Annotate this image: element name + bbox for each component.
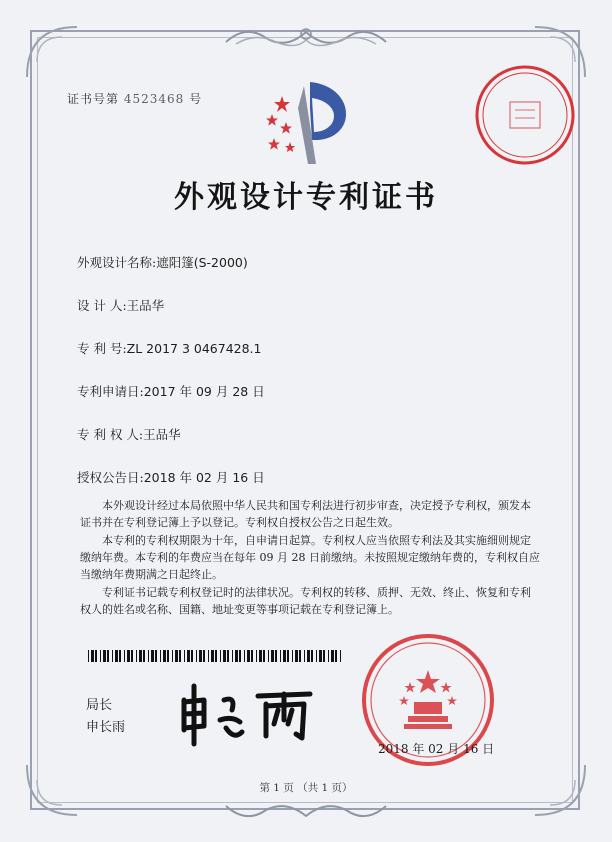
field-application-date-value: 2017 年 09 月 28 日 bbox=[143, 384, 265, 399]
field-application-date bbox=[77, 382, 265, 400]
field-designer-value: 王品华 bbox=[126, 298, 165, 313]
body-paragraph-term: 本专利的专利权期限为十年，自申请日起算。专利权人应当依照专利法及其实施细则规定缴纳年费。本专利的年费应当在每年 09 月 28 日前缴纳。未按照规定缴纳年费的，专利权自应当缴纳年费期满之日起终止。 bbox=[80, 534, 540, 581]
field-patent-number bbox=[77, 339, 261, 357]
field-design-name bbox=[77, 253, 248, 271]
field-grant-date bbox=[77, 468, 265, 486]
certificate-number bbox=[67, 90, 202, 107]
field-design-name-label: 外观设计名称: bbox=[77, 255, 157, 270]
body-paragraph-grant: 本外观设计经过本局依照中华人民共和国专利法进行初步审查，决定授予专利权，颁发本证书并在专利登记簿上予以登记。专利权自授权公告之日起生效。 bbox=[80, 499, 531, 529]
barcode bbox=[88, 650, 343, 662]
field-design-name-value: 遮阳篷(S-2000) bbox=[156, 255, 248, 270]
page-number: 第 1 页 （共 1 页） bbox=[259, 782, 353, 794]
field-grant-date-label: 授权公告日: bbox=[77, 470, 144, 485]
director-signature bbox=[170, 680, 330, 750]
field-patentee bbox=[77, 425, 181, 443]
field-patentee-label: 专 利 权 人: bbox=[77, 427, 144, 442]
field-grant-date-value: 2018 年 02 月 16 日 bbox=[143, 470, 265, 485]
top-ornament bbox=[216, 22, 396, 52]
certificate-title: 外观设计专利证书 bbox=[174, 180, 438, 215]
certificate-number-label: 证书号第 bbox=[67, 92, 120, 106]
printing-seal bbox=[470, 60, 580, 170]
certificate-number-value: 4523468 bbox=[123, 92, 185, 106]
field-patent-number-value: ZL 2017 3 0467428.1 bbox=[126, 341, 262, 356]
certificate-number-suffix: 号 bbox=[189, 92, 203, 106]
seal-date: 2018 年 02 月 16 日 bbox=[378, 742, 495, 756]
field-application-date-label: 专利申请日: bbox=[77, 384, 144, 399]
corner-ornament-top-left bbox=[22, 22, 82, 82]
field-patent-number-label: 专 利 号: bbox=[77, 341, 127, 356]
field-designer bbox=[77, 296, 164, 314]
director-name: 申长雨 bbox=[86, 720, 126, 735]
field-patentee-value: 王品华 bbox=[143, 427, 181, 442]
bottom-ornament bbox=[216, 800, 396, 826]
field-designer-label: 设 计 人: bbox=[77, 298, 127, 313]
director-title: 局长 bbox=[86, 698, 113, 713]
body-paragraph-legal-status: 专利证书记载专利权登记时的法律状况。专利权的转移、质押、无效、终止、恢复和专利权人的姓名或名称、国籍、地址变更等事项记载在专利登记簿上。 bbox=[80, 586, 531, 616]
certificate-body-text bbox=[80, 497, 540, 619]
patent-office-logo bbox=[260, 78, 356, 168]
